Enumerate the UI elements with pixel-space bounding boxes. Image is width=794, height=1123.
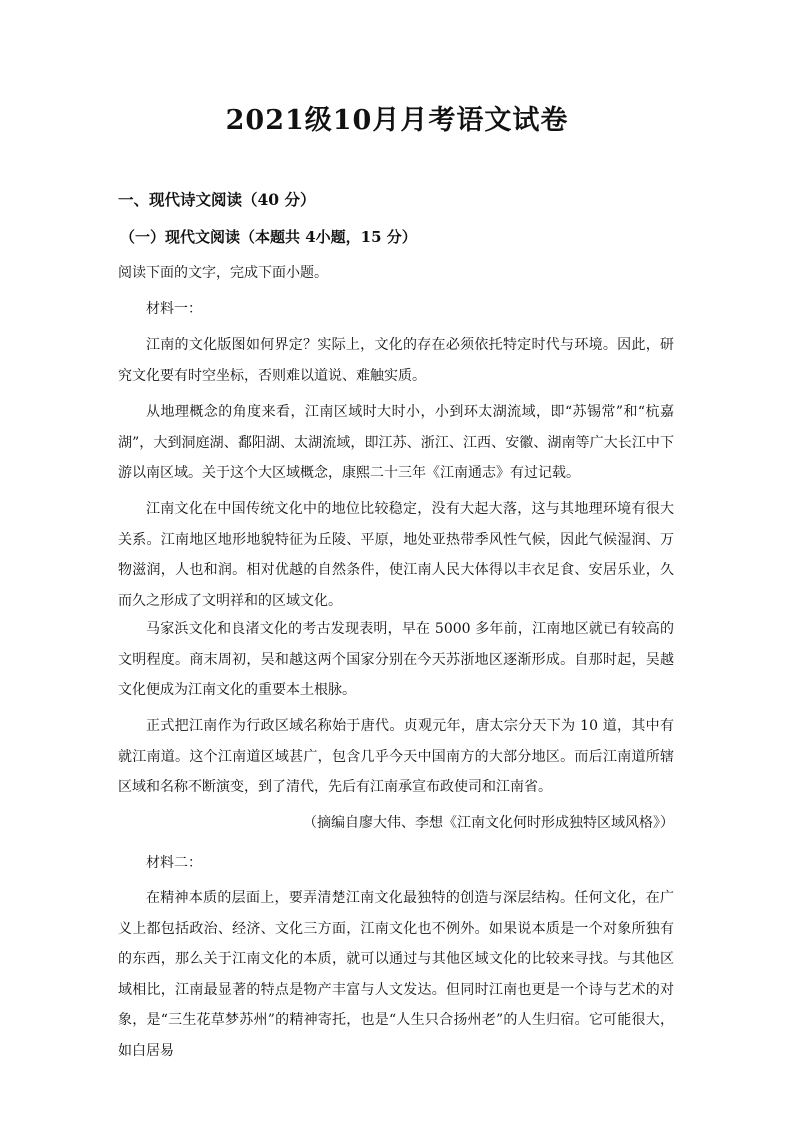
document-title: 2021级10月月考语文试卷 — [225, 105, 569, 136]
material2-label: 材料二： — [146, 855, 202, 871]
material1-label: 材料一： — [146, 301, 202, 317]
subsection-heading: （一）现代文阅读（本题共 4小题，15 分） — [120, 228, 417, 246]
material2-paragraph-1: 在精神本质的层面上，要弄清楚江南文化最独特的创造与深层结构。任何文化，在广义上都包括政治、经济、文化三方面，江南文化也不例外。如果说本质是一个对象所独有的东西，那么关于江南文化的本质，就可以通过与其他区域文化的比较来寻找。与其他区域相比，江南最显著的特点是物产丰富与人文发达。但同时江南也更是一个诗与艺术的对象，是“三生花草梦苏州”的精神寄托，也是“人生只合扬州老”的人生归宿。它可能很大，如白居易 — [118, 890, 674, 1059]
material1-paragraph-2: 从地理概念的角度来看，江南区域时大时小，小到环太湖流域，即“苏锡常”和“杭嘉湖”，大到洞庭湖、鄱阳湖、太湖流域，即江苏、浙江、江西、安徽、湖南等广大长江中下游以南区域。关于这个大区域概念，康熙二十三年《江南通志》有过记载。 — [118, 404, 674, 481]
material1-paragraph-5: 正式把江南作为行政区域名称始于唐代。贞观元年，唐太宗分天下为 10 道，其中有就江南道。这个江南道区域甚广，包含几乎今天中国南方的大部分地区。而后江南道所辖区域和名称不断演变，到了清代，先后有江南承宣布政使司和江南省。 — [118, 718, 674, 795]
material1-paragraph-3: 江南文化在中国传统文化中的地位比较稳定，没有大起大落，这与其地理环境有很大关系。江南地区地形地貌特征为丘陵、平原，地处亚热带季风性气候，因此气候湿润、万物滋润，人也和润。相对优越的自然条件，使江南人民大体得以丰衣足食、安居乐业，久而久之形成了文明祥和的区域文化。 — [118, 501, 674, 609]
instruction-text: 阅读下面的文字，完成下面小题。 — [118, 265, 328, 281]
section-heading: 一、现代诗文阅读（40 分） — [118, 190, 316, 209]
material1-paragraph-4: 马家浜文化和良渚文化的考古发现表明，早在 5000 多年前，江南地区就已有较高的文明程度。商末周初，吴和越这两个国家分别在今天苏浙地区逐渐形成。自那时起，吴越文化便成为江南文化的重要本土根脉。 — [118, 621, 674, 698]
material1-source-citation: （摘编自廖大伟、李想《江南文化何时形成独特区域风格》） — [303, 815, 674, 831]
material1-paragraph-1: 江南的文化版图如何界定？实际上，文化的存在必须依托特定时代与环境。因此，研究文化要有时空坐标，否则难以道说、难触实质。 — [118, 337, 674, 384]
